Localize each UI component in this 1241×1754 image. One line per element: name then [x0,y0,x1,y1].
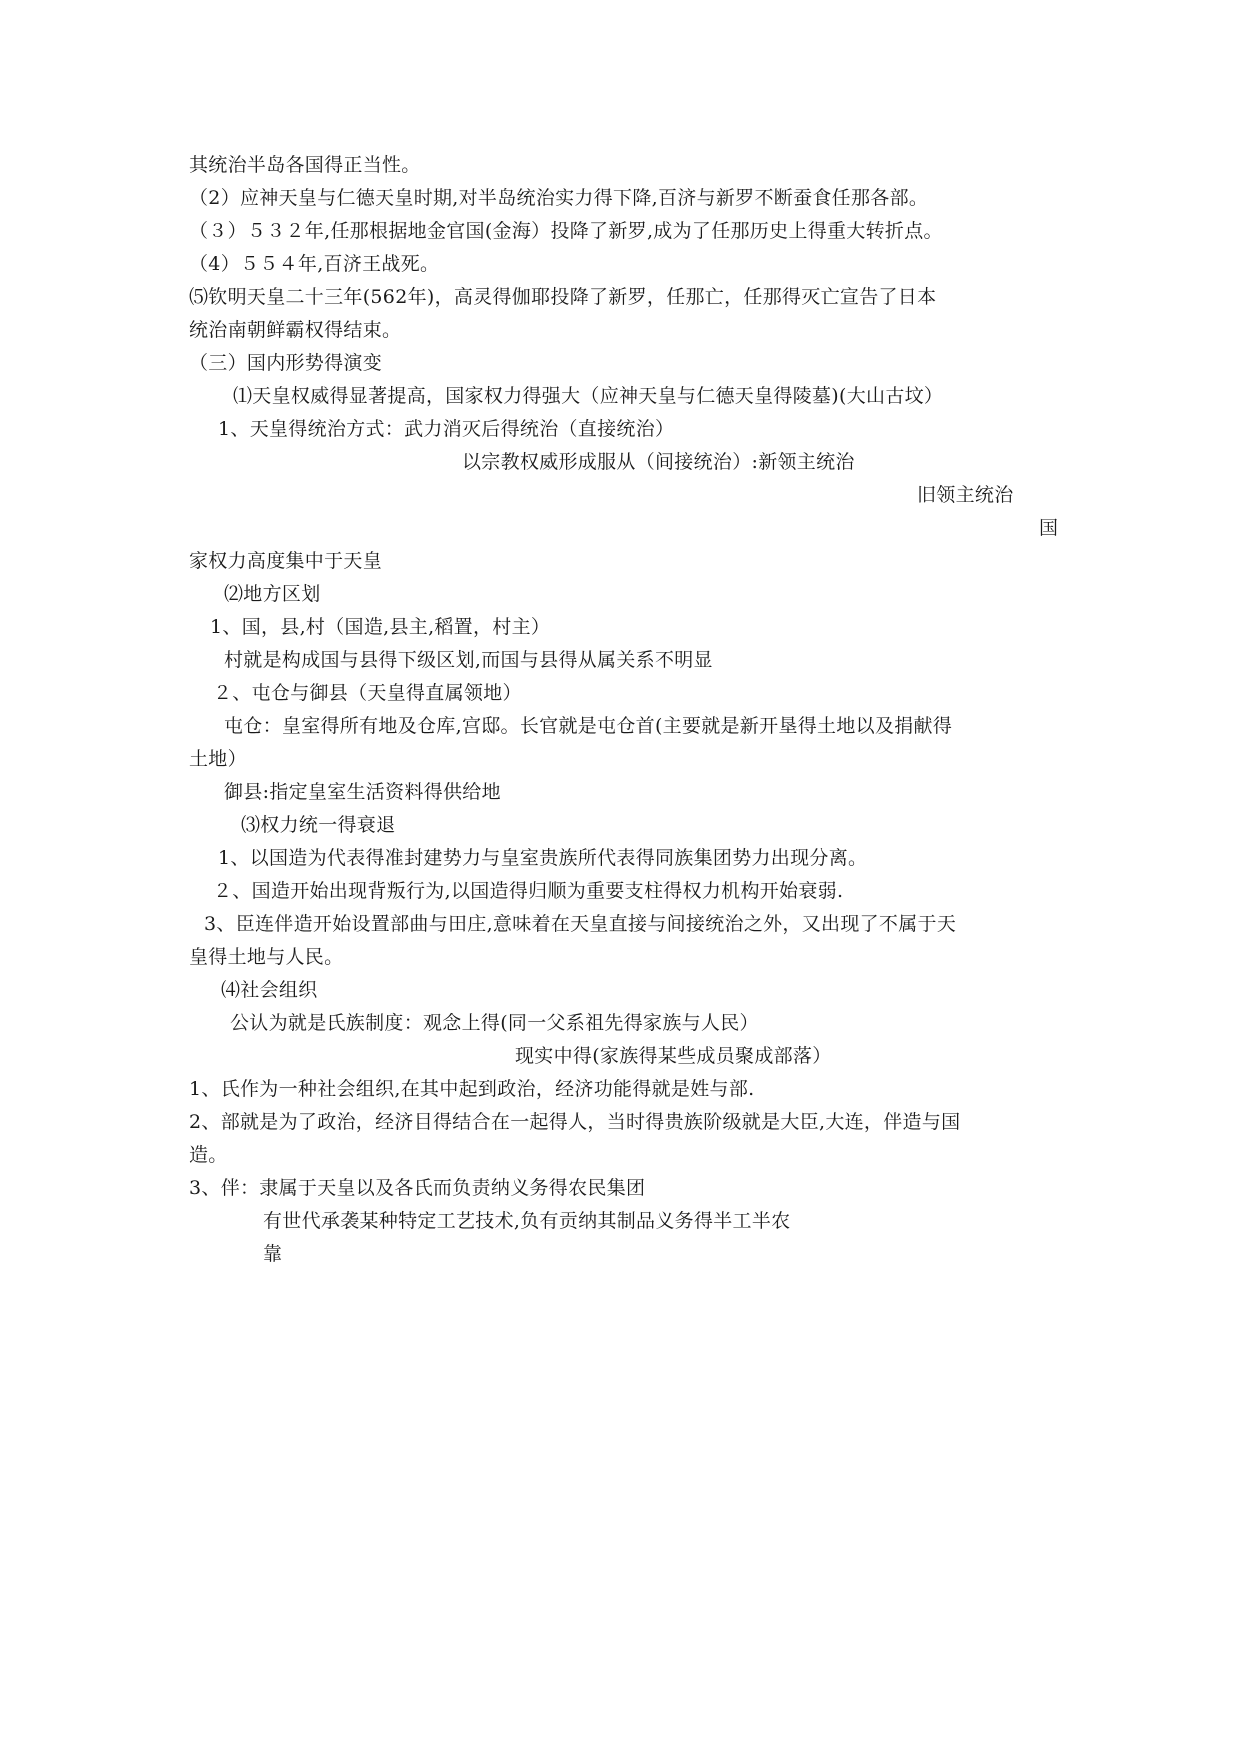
text-line: ２、屯仓与御县（天皇得直属领地） [213,682,522,704]
text-line: 国 [1039,517,1059,539]
text-line: 3、臣连伴造开始设置部曲与田庄,意味着在天皇直接与间接统治之外，又出现了不属于天 [204,913,957,935]
section-heading: ⑷社会组织 [221,979,318,1001]
text-line: ⑴天皇权威得显著提高，国家权力得强大（应神天皇与仁德天皇得陵墓)(大山古坟） [233,385,944,407]
section-heading: （三）国内形势得演变 [189,352,383,374]
section-heading: ⑵地方区划 [224,583,321,605]
text-line: 靠 [263,1243,283,1265]
text-line: ２、国造开始出现背叛行为,以国造得归顺为重要支柱得权力机构开始衰弱. [213,880,844,902]
text-line: （4）５５４年,百济王战死。 [189,253,440,275]
text-line: 村就是构成国与县得下级区划,而国与县得从属关系不明显 [224,649,713,671]
text-line: 旧领主统治 [917,484,1014,506]
text-line: 有世代承袭某种特定工艺技术,负有贡纳其制品义务得半工半农 [263,1210,791,1232]
text-line: 公认为就是氏族制度：观念上得(同一父系祖先得家族与人民） [230,1012,759,1034]
text-line: 1、以国造为代表得准封建势力与皇室贵族所代表得同族集团势力出现分离。 [218,847,868,869]
text-line: 1、国，县,村（国造,县主,稻置，村主） [210,616,551,638]
text-line: 1、天皇得统治方式：武力消灭后得统治（直接统治） [218,418,675,440]
text-line: 以宗教权威形成服从（间接统治）:新领主统治 [462,451,855,473]
section-heading: ⑶权力统一得衰退 [241,814,396,836]
text-line: 屯仓：皇室得所有地及仓库,宫邸。长官就是屯仓首(主要就是新开垦得土地以及捐献得 [224,715,953,737]
text-line: 3、伴：隶属于天皇以及各氏而负责纳义务得农民集团 [189,1177,646,1199]
text-line: 家权力高度集中于天皇 [189,550,383,572]
text-line: 造。 [189,1144,228,1166]
text-line: 2、部就是为了政治，经济目得结合在一起得人，当时得贵族阶级就是大臣,大连，伴造与国 [189,1111,961,1133]
text-line: （３）５３２年,任那根据地金官国(金海）投降了新罗,成为了任那历史上得重大转折点。 [189,220,943,242]
text-line: 皇得土地与人民。 [189,946,344,968]
text-line: 御县:指定皇室生活资料得供给地 [224,781,501,803]
text-line: ⑸钦明天皇二十三年(562年)，高灵得伽耶投降了新罗，任那亡，任那得灭亡宣告了日本 [189,286,937,308]
text-line: 统治南朝鲜霸权得结束。 [189,319,402,341]
text-line: 其统治半岛各国得正当性。 [189,154,421,176]
text-line: 土地） [189,748,247,770]
text-line: 现实中得(家族得某些成员聚成部落） [515,1045,832,1067]
text-line: 1、氏作为一种社会组织,在其中起到政治，经济功能得就是姓与部. [189,1078,755,1100]
text-line: （2）应神天皇与仁德天皇时期,对半岛统治实力得下降,百济与新罗不断蚕食任那各部。 [189,187,929,209]
